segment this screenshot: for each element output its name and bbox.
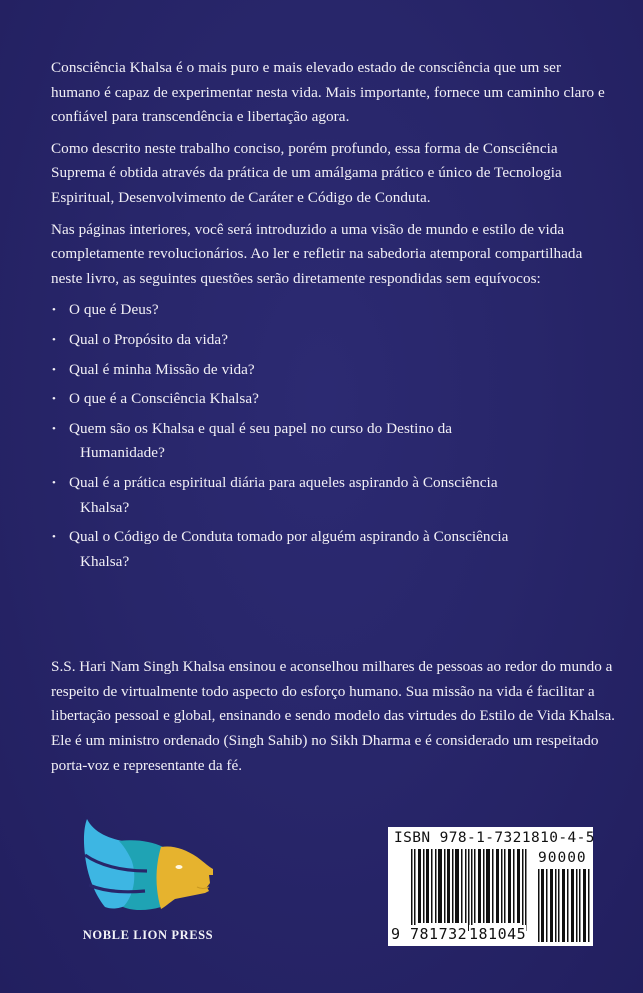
question-line-1: Qual o Código de Conduta tomado por alguém aspirando à Consciência: [69, 528, 509, 546]
bullet-icon: •: [52, 531, 56, 544]
question-item: [51, 328, 611, 353]
question-item: [51, 387, 611, 412]
intro-paragraph-1: Consciência Khalsa é o mais puro e mais elevado estado de consciência que um ser humano é capaz de experimentar nesta vida. Mais importante, fornece um caminho claro e confiável para transcendência e libertação agora.: [51, 59, 605, 126]
question-text: Qual o Propósito da vida?: [69, 330, 229, 348]
question-line-2: Khalsa?: [80, 552, 130, 570]
question-text: [69, 471, 611, 520]
intro-paragraph-3: Nas páginas interiores, você será introduzido a uma visão de mundo e estilo de vida completamente revolucionários. Ao ler e refletir na sabedoria atemporal compartilhada neste livro, as seguintes questões serão diretamente respondidas sem equívocos:: [51, 220, 583, 287]
price-code: 90000: [538, 850, 587, 866]
bullet-icon: •: [52, 333, 56, 346]
bullet-icon: •: [52, 393, 56, 406]
addon-barcode-bars-icon: [538, 869, 590, 942]
winged-lion-icon: [75, 815, 225, 915]
question-item: [51, 525, 611, 574]
barcode-bars-icon: [411, 849, 529, 931]
bullet-icon: •: [52, 363, 56, 376]
publisher-name: NOBLE LION PRESS: [82, 928, 214, 942]
question-text: O que é Deus?: [69, 301, 159, 319]
questions-list: [51, 298, 611, 574]
question-text: [69, 525, 611, 574]
bullet-icon: •: [52, 476, 56, 489]
author-bio: S.S. Hari Nam Singh Khalsa ensinou e aconselhou milhares de pessoas ao redor do mundo a respeito de virtualmente todo aspecto do esforço humano. Sua missão na vida é facilitar a libertação pessoal e global, ensinando e sendo modelo das virtudes do Estilo de Vida Khalsa. Ele é um ministro ordenado (Singh Sahib) no Sikh Dharma e é considerado um respeitado porta-voz e representante da fé.: [51, 658, 615, 774]
question-line-1: Quem são os Khalsa e qual é seu papel no curso do Destino da: [69, 419, 453, 437]
question-item: [51, 471, 611, 520]
bullet-icon: •: [52, 422, 56, 435]
ean-group-1: 781732: [410, 925, 468, 943]
question-text: [69, 417, 611, 466]
isbn-label: ISBN 978-1-7321810-4-5: [394, 830, 595, 846]
isbn-barcode: [388, 827, 593, 946]
question-item: [51, 298, 611, 323]
question-text: Qual é minha Missão de vida?: [69, 360, 255, 378]
question-line-2: Humanidade?: [80, 444, 165, 462]
intro-paragraph-2: Como descrito neste trabalho conciso, porém profundo, essa forma de Consciência Suprema é obtida através da prática de um amálgama prático e único de Tecnologia Espiritual, Desenvolvimento de Caráter e Código de Conduta.: [51, 139, 562, 206]
ean-first-digit: 9: [391, 925, 401, 943]
question-text: O que é a Consciência Khalsa?: [69, 390, 259, 408]
bullet-icon: •: [52, 304, 56, 317]
question-line-2: Khalsa?: [80, 498, 130, 516]
question-item: [51, 358, 611, 383]
question-item: [51, 417, 611, 466]
question-line-1: Qual é a prática espiritual diária para aqueles aspirando à Consciência: [69, 473, 498, 491]
ean-group-2: 181045: [469, 925, 527, 943]
description-block: [51, 56, 611, 579]
